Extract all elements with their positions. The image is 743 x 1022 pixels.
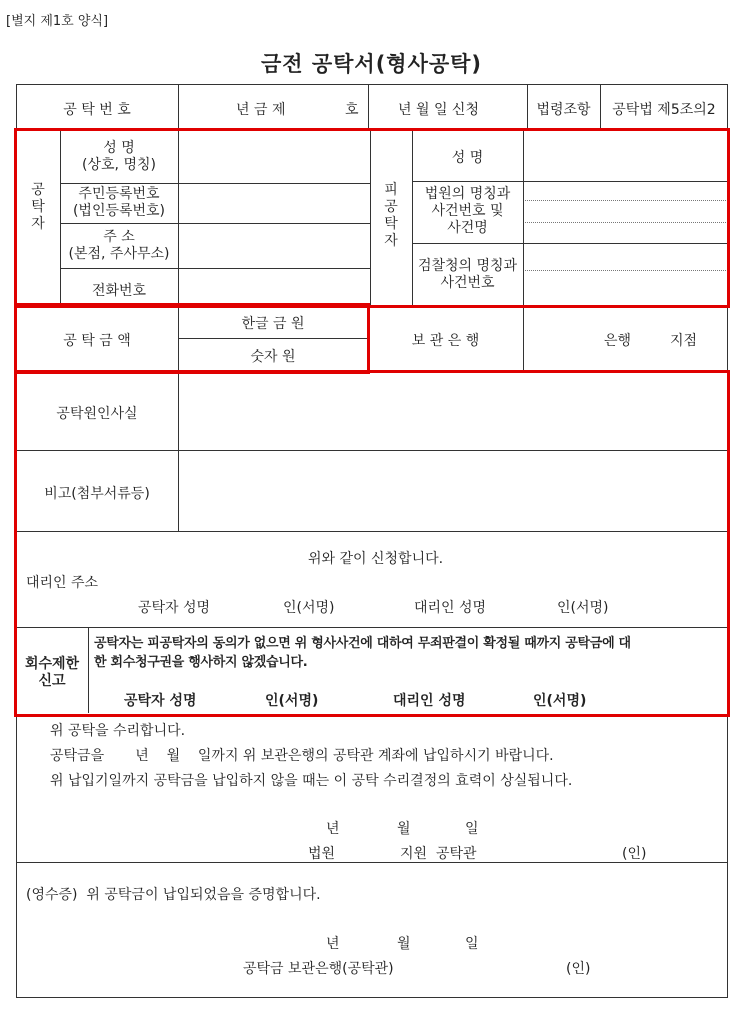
depositor-address-label: 주 소 (본점, 주사무소) [68, 229, 170, 262]
receipt-date-month: 월 [397, 936, 411, 952]
amount-korean-label: 한글 금 원 [241, 316, 305, 332]
receipt-date-year: 년 [326, 936, 340, 952]
apply-seal-2: 인(서명) [557, 600, 609, 616]
apply-depositor-name-label: 공탁자 성명 [138, 600, 211, 616]
deposit-amount-label: 공 탁 금 액 [63, 333, 131, 349]
apply-seal-1: 인(서명) [283, 600, 335, 616]
form-label: [별지 제1호 양식] [6, 14, 109, 29]
depositee-side-label: 피 공 탁 자 [384, 182, 398, 249]
highlight-parties [14, 128, 730, 308]
receipt-bank-label: 공탁금 보관은행(공탁관) [243, 961, 394, 977]
law-label: 법령조항 [536, 102, 591, 118]
law-value: 공탁법 제5조의2 [612, 102, 716, 118]
depositee-name-label: 성 명 [451, 150, 484, 166]
depositor-id-label: 주민등록번호 (법인등록번호) [72, 186, 166, 219]
receipt-seal: (인) [566, 961, 591, 977]
prosecutor-case-label: 검찰청의 명칭과 사건번호 [417, 258, 518, 291]
application-date-label: 년 월 일 신청 [398, 102, 479, 118]
restriction-text: 공탁자는 피공탁자의 동의가 없으면 위 형사사건에 대하여 무죄판결이 확정될 때까지 공탁금에 대 한 회수청구권을 행사하지 않겠습니다. [94, 636, 631, 670]
acceptance-court: 법원 [308, 846, 336, 862]
bank-value: 은행 [604, 333, 632, 349]
restriction-depositor-name-label: 공탁자 성명 [124, 693, 197, 709]
amount-number-label: 숫자 원 [250, 349, 296, 365]
receipt-date-day: 일 [465, 936, 479, 952]
acceptance-branch: 지원 공탁관 [400, 846, 477, 862]
acceptance-seal: (인) [622, 846, 647, 862]
court-case-label: 법원의 명칭과 사건번호 및 사건명 [424, 186, 511, 236]
deposit-cause-label: 공탁원인사실 [56, 406, 138, 422]
acceptance-line-3: 위 납입기일까지 공탁금을 납입하지 않을 때는 이 공탁 수리결정의 효력이 상실됩니다. [50, 773, 573, 789]
remarks-label: 비고(첨부서류등) [44, 486, 150, 502]
restriction-seal-2: 인(서명) [533, 693, 587, 709]
acceptance-line-2: 공탁금을 년 월 일까지 위 보관은행의 공탁관 계좌에 납입하시기 바랍니다. [50, 748, 554, 764]
deposit-number-label: 공 탁 번 호 [63, 102, 131, 118]
branch-value: 지점 [670, 333, 698, 349]
page-title: 금전 공탁서(형사공탁) [260, 52, 483, 76]
depositor-name-label: 성 명 (상호, 명칭) [82, 140, 156, 173]
acceptance-date-month: 월 [397, 821, 411, 837]
depositor-phone-label: 전화번호 [91, 283, 147, 299]
year-label: 년 금 제 [236, 102, 286, 118]
acceptance-date-day: 일 [465, 821, 479, 837]
ho-label: 호 [345, 102, 359, 118]
acceptance-date-year: 년 [326, 821, 340, 837]
agent-address-label: 대리인 주소 [26, 575, 99, 591]
depositor-side-label: 공 탁 자 [31, 182, 45, 232]
highlight-amount [14, 303, 370, 374]
highlight-details [14, 370, 730, 717]
restriction-agent-name-label: 대리인 성명 [393, 693, 466, 709]
restriction-label: 회수제한 신고 [24, 656, 80, 689]
apply-agent-name-label: 대리인 성명 [414, 600, 487, 616]
acceptance-line-1: 위 공탁을 수리합니다. [50, 723, 186, 739]
restriction-seal-1: 인(서명) [265, 693, 319, 709]
bank-label: 보 관 은 행 [411, 333, 480, 349]
apply-statement: 위와 같이 신청합니다. [308, 551, 444, 567]
receipt-text: (영수증) 위 공탁금이 납입되었음을 증명합니다. [26, 887, 321, 903]
